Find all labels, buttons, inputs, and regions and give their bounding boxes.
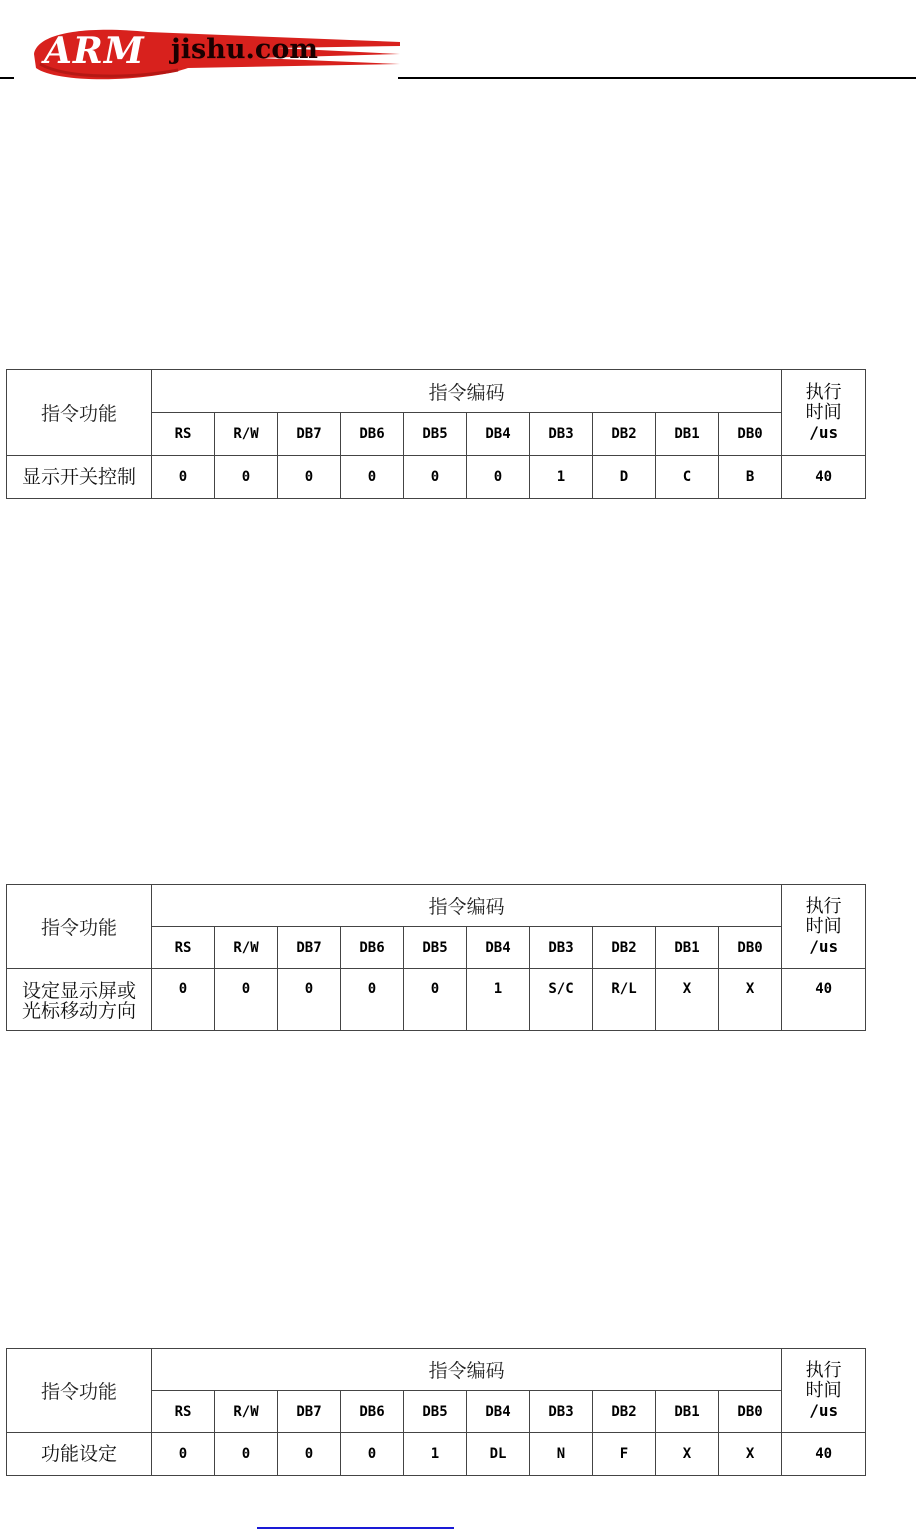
bit-header-db7: DB7: [278, 927, 341, 969]
bit-header-db2: DB2: [593, 413, 656, 456]
bit-value-db5: 1: [404, 1433, 467, 1476]
bit-value-rs: 0: [152, 1433, 215, 1476]
bit-value-db4: 0: [467, 456, 530, 499]
bit-value-db5: 0: [404, 969, 467, 1031]
bit-value-db6: 0: [341, 1433, 404, 1476]
bit-value-db1: X: [656, 969, 719, 1031]
func-header: 指令功能: [7, 885, 152, 969]
bit-value-db0: X: [719, 969, 782, 1031]
time-header-line2: 时间: [805, 915, 842, 937]
bit-value-db6: 0: [341, 456, 404, 499]
table-row: [7, 1433, 866, 1476]
bit-header-db4: DB4: [467, 927, 530, 969]
table-row: [7, 456, 866, 499]
func-header: 指令功能: [7, 1349, 152, 1433]
function-name: [7, 969, 152, 1031]
code-header: 指令编码: [152, 885, 782, 927]
footer-link-underline[interactable]: [257, 1527, 454, 1529]
time-header-line1: 执行: [805, 895, 842, 917]
bit-header-db5: DB5: [404, 413, 467, 456]
exec-time-value: 40: [782, 1433, 866, 1476]
bit-header-rw: R/W: [215, 1391, 278, 1433]
bit-header-db1: DB1: [656, 413, 719, 456]
time-header-line1: 执行: [805, 381, 842, 403]
bit-header-db0: DB0: [719, 413, 782, 456]
bit-header-rw: R/W: [215, 413, 278, 456]
command-table-display-control: [6, 369, 866, 499]
func-header: 指令功能: [7, 370, 152, 456]
time-header-line1: 执行: [805, 1359, 842, 1381]
bit-value-db1: X: [656, 1433, 719, 1476]
function-name-line1: 设定显示屏或: [21, 980, 136, 1002]
command-table-function-set: [6, 1348, 866, 1476]
bit-value-db4: 1: [467, 969, 530, 1031]
bit-header-db6: DB6: [341, 1391, 404, 1433]
bit-value-db2: R/L: [593, 969, 656, 1031]
bit-header-db4: DB4: [467, 1391, 530, 1433]
function-name-line2: 光标移动方向: [21, 1000, 136, 1022]
bit-value-db3: 1: [530, 456, 593, 499]
header-rule-left: [0, 77, 14, 79]
bit-value-db7: 0: [278, 969, 341, 1031]
exec-time-value: 40: [782, 969, 866, 1031]
bit-value-rw: 0: [215, 969, 278, 1031]
command-table-cursor-shift: [6, 884, 866, 1031]
bit-value-rw: 0: [215, 1433, 278, 1476]
bit-value-db3: N: [530, 1433, 593, 1476]
time-header-unit: /us: [809, 1400, 839, 1420]
time-header: [782, 1349, 866, 1433]
bit-header-db6: DB6: [341, 413, 404, 456]
bit-value-db5: 0: [404, 456, 467, 499]
bit-header-db4: DB4: [467, 413, 530, 456]
time-header-unit: /us: [809, 936, 839, 956]
code-header: 指令编码: [152, 370, 782, 413]
bit-header-rs: RS: [152, 1391, 215, 1433]
time-header: [782, 370, 866, 456]
code-header: 指令编码: [152, 1349, 782, 1391]
bit-value-db3: S/C: [530, 969, 593, 1031]
bit-header-db2: DB2: [593, 1391, 656, 1433]
bit-value-rw: 0: [215, 456, 278, 499]
bit-header-db6: DB6: [341, 927, 404, 969]
bit-header-db0: DB0: [719, 927, 782, 969]
bit-header-db2: DB2: [593, 927, 656, 969]
bit-header-db7: DB7: [278, 413, 341, 456]
bit-value-db7: 0: [278, 456, 341, 499]
logo-arm-text: ARM: [44, 30, 145, 72]
exec-time-value: 40: [782, 456, 866, 499]
bit-header-db3: DB3: [530, 1391, 593, 1433]
bit-header-db3: DB3: [530, 927, 593, 969]
bit-value-rs: 0: [152, 456, 215, 499]
bit-value-db4: DL: [467, 1433, 530, 1476]
time-header: [782, 885, 866, 969]
function-name: 功能设定: [7, 1433, 152, 1476]
bit-header-rs: RS: [152, 927, 215, 969]
bit-value-db0: B: [719, 456, 782, 499]
bit-value-db6: 0: [341, 969, 404, 1031]
bit-value-db0: X: [719, 1433, 782, 1476]
logo-domain-text: jishu.com: [171, 34, 318, 65]
bit-header-db3: DB3: [530, 413, 593, 456]
site-logo[interactable]: [28, 24, 400, 84]
time-header-line2: 时间: [805, 401, 842, 423]
bit-value-db2: D: [593, 456, 656, 499]
function-name: 显示开关控制: [7, 456, 152, 499]
bit-value-db2: F: [593, 1433, 656, 1476]
bit-header-rw: R/W: [215, 927, 278, 969]
bit-header-db5: DB5: [404, 1391, 467, 1433]
header-rule-right: [398, 77, 916, 79]
bit-header-db1: DB1: [656, 1391, 719, 1433]
time-header-unit: /us: [809, 422, 839, 442]
bit-value-db1: C: [656, 456, 719, 499]
time-header-line2: 时间: [805, 1379, 842, 1401]
bit-header-rs: RS: [152, 413, 215, 456]
bit-header-db1: DB1: [656, 927, 719, 969]
bit-header-db7: DB7: [278, 1391, 341, 1433]
bit-value-rs: 0: [152, 969, 215, 1031]
bit-value-db7: 0: [278, 1433, 341, 1476]
bit-header-db5: DB5: [404, 927, 467, 969]
table-row: [7, 969, 866, 1031]
bit-header-db0: DB0: [719, 1391, 782, 1433]
